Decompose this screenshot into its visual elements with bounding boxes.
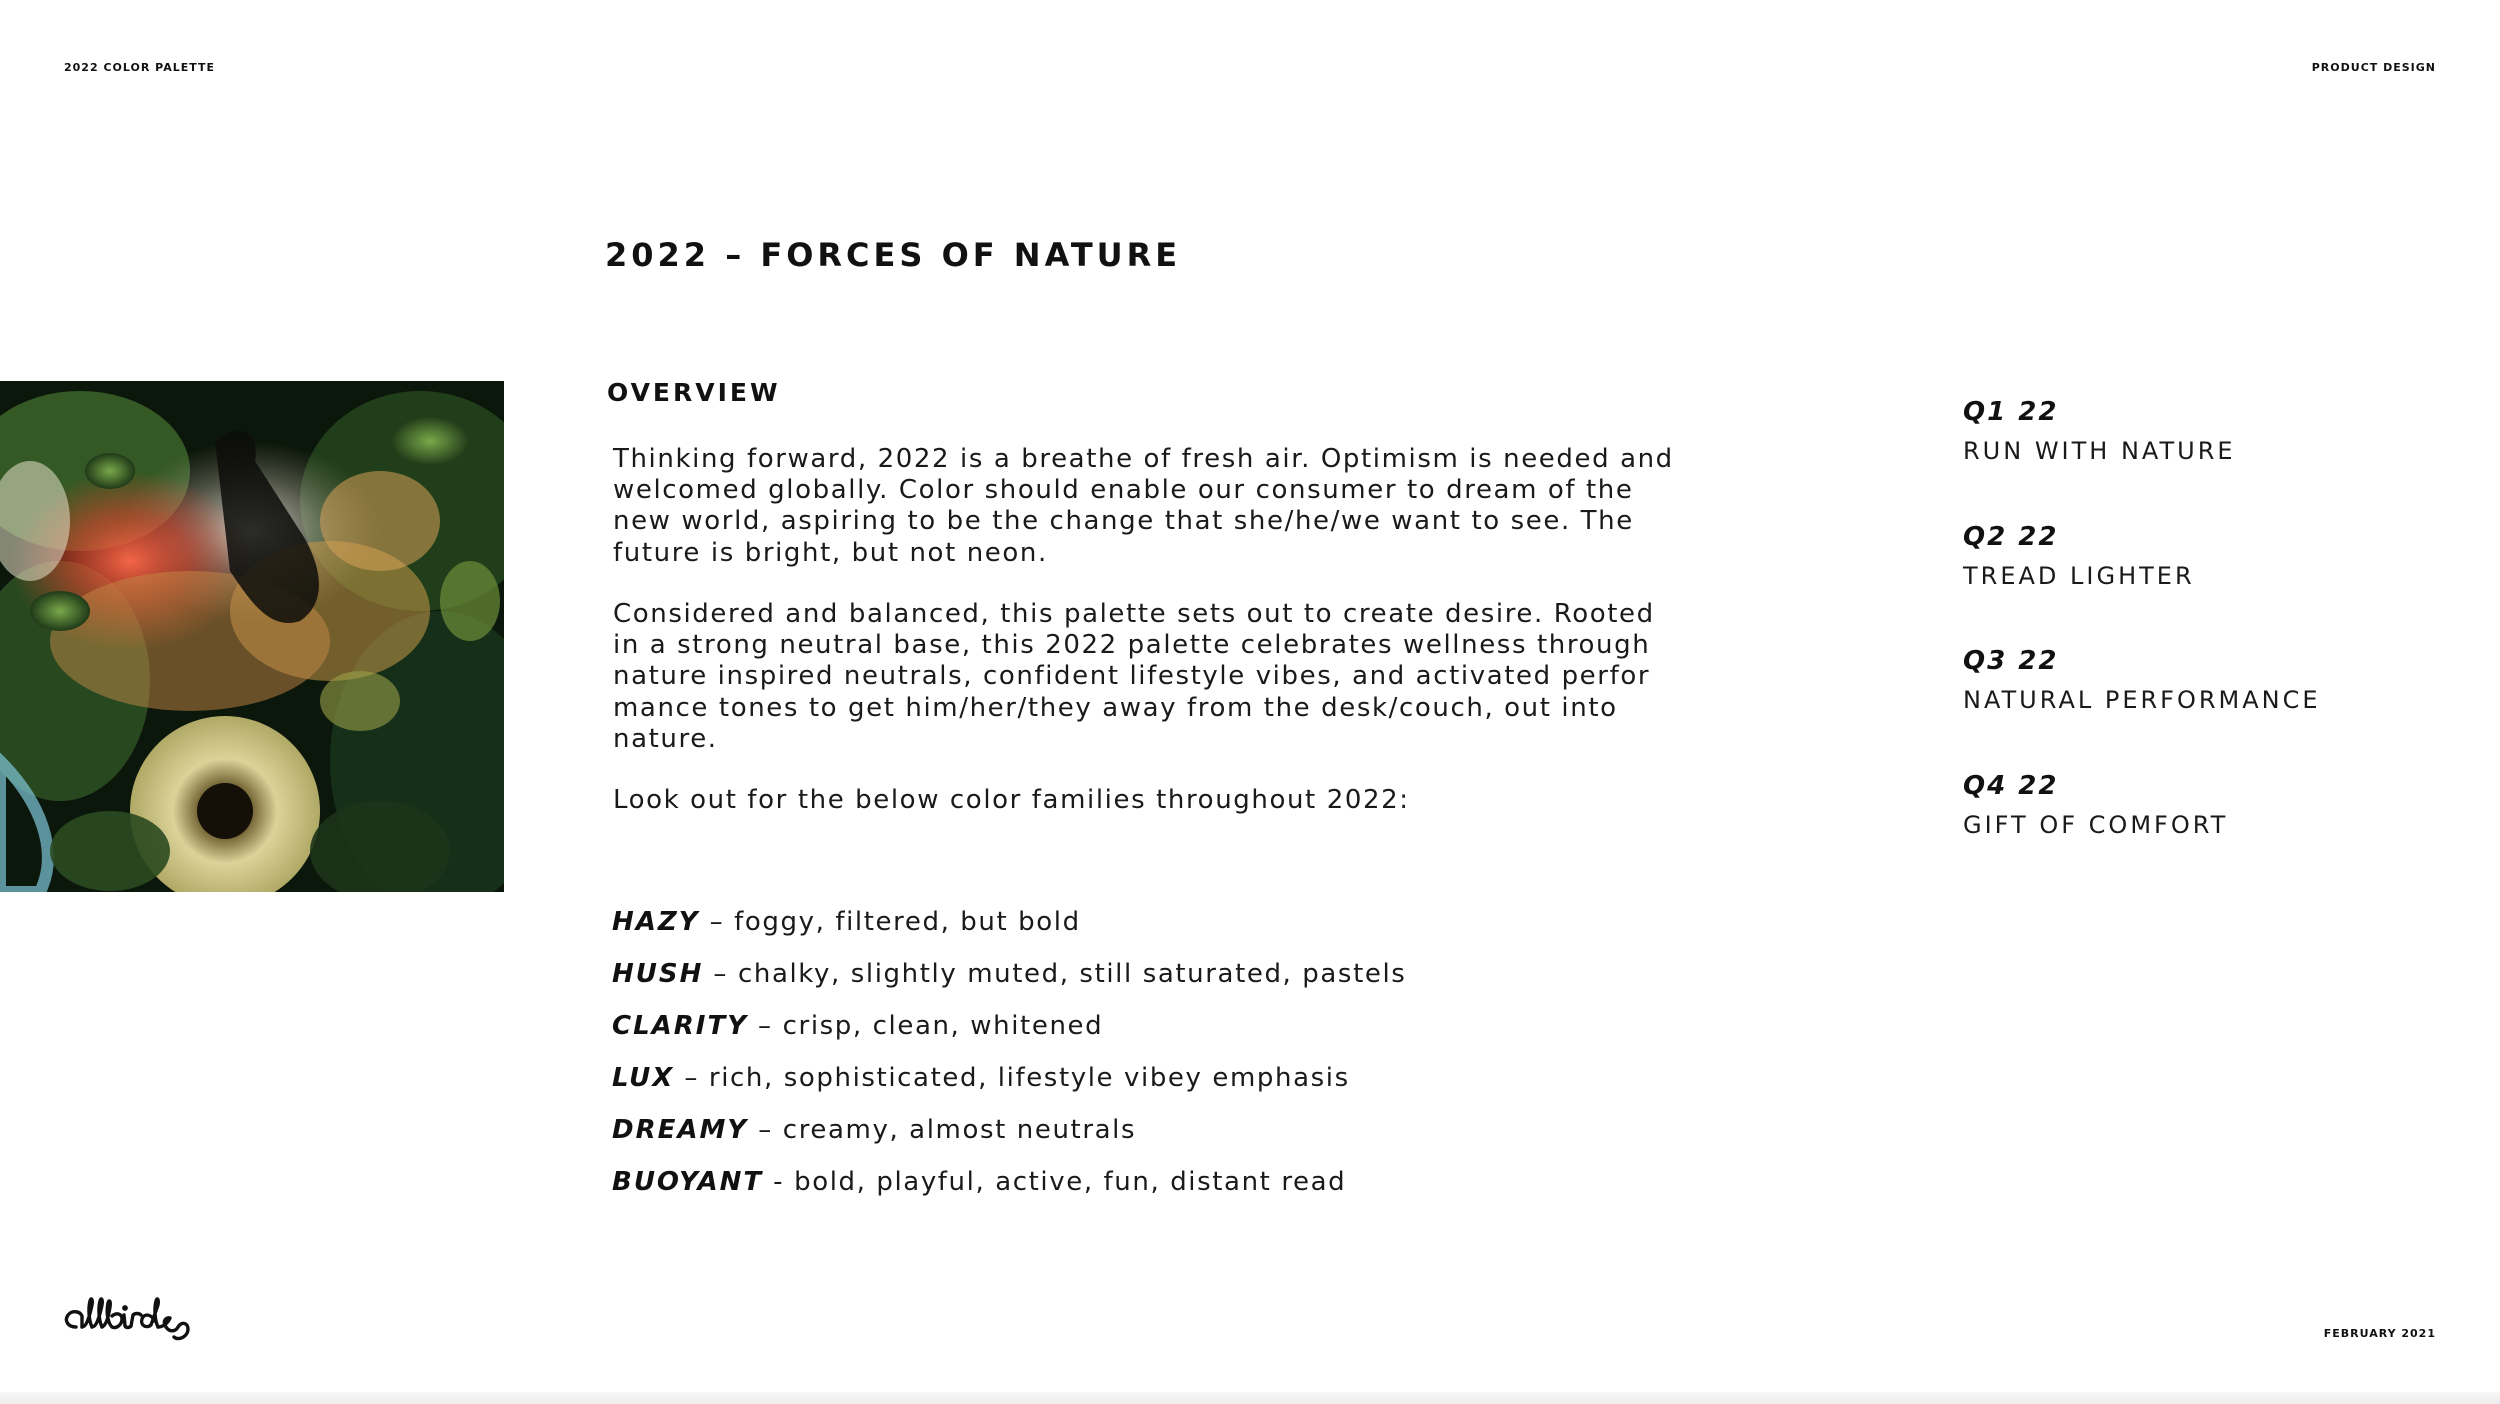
page-title: 2022 – FORCES OF NATURE xyxy=(605,236,1182,274)
color-family-item xyxy=(612,954,1406,1006)
paragraph-line: future is bright, but not neon. xyxy=(613,537,1048,568)
bottom-band xyxy=(0,1392,2500,1404)
color-family-item xyxy=(612,1162,1406,1214)
quarter-themes xyxy=(1963,395,2321,893)
family-separator: – xyxy=(713,959,728,989)
family-description: foggy, filtered, but bold xyxy=(734,907,1081,937)
overview-paragraph-1 xyxy=(613,444,1693,569)
nature-photo xyxy=(0,381,504,892)
quarter-theme: NATURAL PERFORMANCE xyxy=(1963,686,2321,714)
quarter-item xyxy=(1963,520,2321,645)
paragraph-line: nature inspired neutrals, confident lifestyle vibes, and activated perfor xyxy=(613,661,1651,692)
paragraph-line: in a strong neutral base, this 2022 palette celebrates wellness through xyxy=(613,630,1651,661)
family-description: rich, sophisticated, lifestyle vibey emphasis xyxy=(708,1063,1350,1093)
quarter-theme: RUN WITH NATURE xyxy=(1963,437,2236,465)
header-left-label: 2022 COLOR PALETTE xyxy=(64,61,215,74)
paragraph-line: Thinking forward, 2022 is a breathe of fresh air. Optimism is needed and xyxy=(613,444,1674,474)
color-family-item xyxy=(612,902,1406,954)
header-right-label: PRODUCT DESIGN xyxy=(2311,61,2436,74)
family-name: CLARITY xyxy=(612,1011,749,1041)
allbirds-logo xyxy=(62,1285,217,1345)
family-description: crisp, clean, whitened xyxy=(782,1011,1104,1041)
family-separator: – xyxy=(758,1115,773,1145)
quarter-theme: GIFT OF COMFORT xyxy=(1963,810,2229,839)
quarter-item xyxy=(1963,769,2321,894)
overview-paragraph-3 xyxy=(613,785,1693,816)
quarter-label: Q3 22 xyxy=(1963,646,2059,676)
family-name: LUX xyxy=(612,1063,675,1093)
family-name: HUSH xyxy=(612,959,704,989)
family-separator: – xyxy=(758,1011,773,1041)
family-description: bold, playful, active, fun, distant read xyxy=(794,1167,1347,1197)
quarter-theme: TREAD LIGHTER xyxy=(1963,561,2195,590)
family-description: chalky, slightly muted, still saturated, pastels xyxy=(737,959,1407,989)
color-family-item xyxy=(612,1110,1406,1162)
color-families-list xyxy=(612,902,1406,1214)
overview-heading: OVERVIEW xyxy=(607,378,781,407)
quarter-item xyxy=(1963,395,2321,520)
paragraph-line: new world, aspiring to be the change that she/he/we want to see. The xyxy=(613,506,1634,537)
color-family-item xyxy=(612,1006,1406,1058)
overview-paragraph-2 xyxy=(613,599,1693,755)
paragraph-line: nature. xyxy=(613,723,718,754)
family-name: DREAMY xyxy=(612,1115,749,1145)
paragraph-line: Look out for the below color families throughout 2022: xyxy=(613,785,1410,815)
quarter-label: Q4 22 xyxy=(1963,770,2059,801)
quarter-label: Q1 22 xyxy=(1963,397,2059,427)
paragraph-line: mance tones to get him/her/they away from the desk/couch, out into xyxy=(613,692,1618,723)
paragraph-line: Considered and balanced, this palette sets out to create desire. Rooted xyxy=(613,599,1655,629)
quarter-item xyxy=(1963,644,2321,769)
family-name: BUOYANT xyxy=(612,1167,764,1197)
color-family-item xyxy=(612,1058,1406,1110)
quarter-label: Q2 22 xyxy=(1963,521,2059,552)
family-separator: – xyxy=(684,1063,699,1093)
family-separator: - xyxy=(773,1167,785,1197)
footer-date: FEBRUARY 2021 xyxy=(2323,1327,2436,1340)
family-description: creamy, almost neutrals xyxy=(782,1115,1137,1145)
paragraph-line: welcomed globally. Color should enable our consumer to dream of the xyxy=(613,475,1634,506)
family-separator: – xyxy=(709,907,725,937)
family-name: HAZY xyxy=(612,907,700,937)
